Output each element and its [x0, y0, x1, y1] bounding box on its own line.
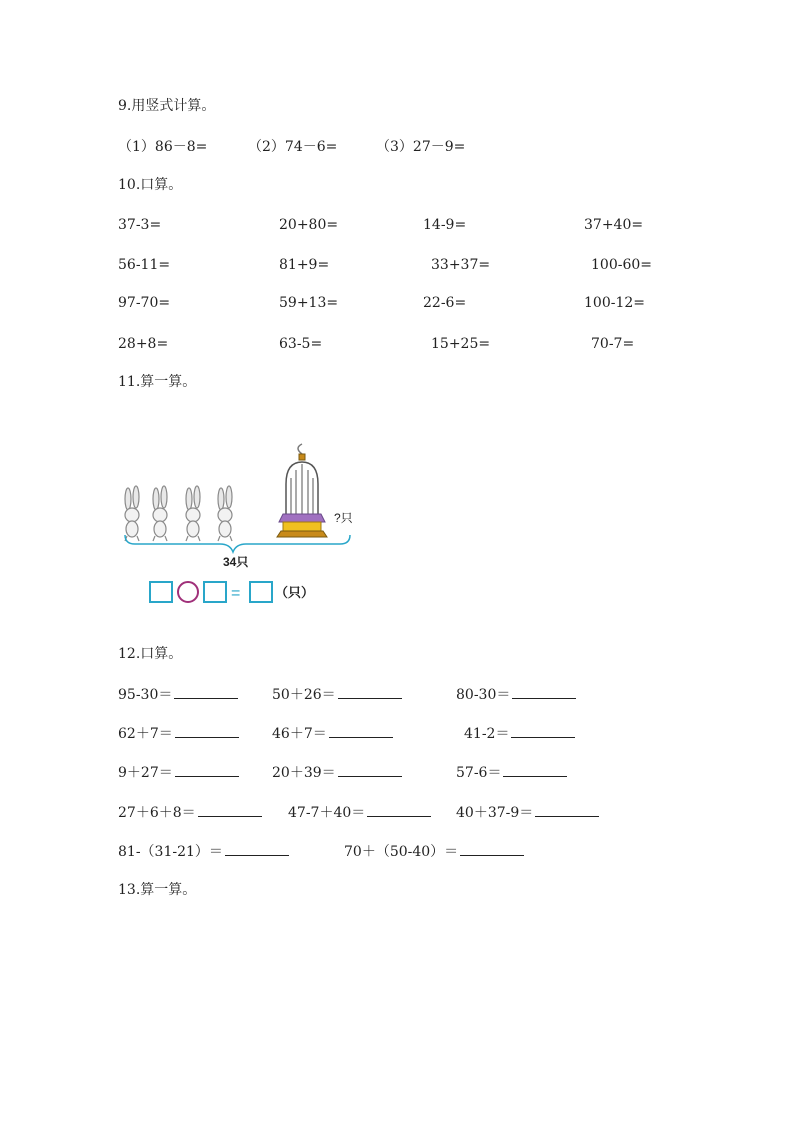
q12-expression: 40＋37-9＝ [456, 805, 534, 821]
equals-sign: = [231, 585, 241, 602]
total-brace [125, 535, 350, 552]
q12-expression: 70＋（50-40）＝ [344, 844, 459, 860]
q12-expression: 47-7＋40＝ [288, 805, 366, 821]
q10-cell: 59+13= [279, 295, 339, 311]
q12-item [456, 804, 599, 821]
cage-count-label: ?只 [334, 511, 353, 525]
answer-blank[interactable] [367, 804, 431, 817]
q12-expression: 80-30＝ [456, 687, 511, 703]
q10-cell: 20+80= [279, 217, 339, 233]
total-label: 34只 [223, 555, 249, 569]
operator-circle[interactable] [178, 582, 198, 602]
answer-blank[interactable] [175, 764, 239, 777]
q12-expression: 9＋27＝ [118, 765, 173, 781]
bunny-icon [186, 486, 200, 541]
q10-cell: 14-9= [423, 217, 467, 233]
bunny-icon [125, 486, 139, 541]
answer-blank[interactable] [511, 725, 575, 738]
answer-blank[interactable] [338, 686, 402, 699]
answer-blank[interactable] [329, 725, 393, 738]
answer-box-3[interactable] [250, 582, 272, 602]
answer-blank[interactable] [175, 725, 239, 738]
q12-expression: 62＋7＝ [118, 726, 173, 742]
question-9-heading: 9.用竖式计算。 [118, 98, 216, 114]
q12-item [464, 725, 575, 742]
answer-blank[interactable] [198, 804, 262, 817]
q10-cell: 22-6= [423, 295, 467, 311]
q10-cell: 15+25= [431, 336, 491, 352]
q12-item [288, 804, 431, 821]
q10-cell: 37+40= [584, 217, 644, 233]
question-13-heading: 13.算一算。 [118, 882, 197, 898]
answer-blank[interactable] [512, 686, 576, 699]
q12-expression: 50＋26＝ [272, 687, 336, 703]
birdcage-icon [277, 444, 327, 537]
q12-item [118, 725, 239, 742]
q12-expression: 20＋39＝ [272, 765, 336, 781]
q10-cell: 63-5= [279, 336, 323, 352]
q12-expression: 57-6＝ [456, 765, 502, 781]
q10-cell: 97-70= [118, 295, 171, 311]
q12-expression: 27＋6＋8＝ [118, 805, 196, 821]
answer-blank[interactable] [535, 804, 599, 817]
q12-expression: 81-（31-21）＝ [118, 844, 223, 860]
q10-cell: 37-3= [118, 217, 162, 233]
answer-blank[interactable] [174, 686, 238, 699]
bunnies-cage-figure [115, 440, 365, 615]
bunny-icon [153, 486, 167, 541]
answer-box-1[interactable] [150, 582, 172, 602]
q9-item-2: （2）74－6= [248, 139, 338, 155]
unit-label: （只） [275, 585, 315, 600]
question-10-heading: 10.口算。 [118, 177, 183, 193]
answer-blank[interactable] [460, 843, 524, 856]
q12-item [344, 843, 524, 860]
question-11-heading: 11.算一算。 [118, 374, 197, 390]
q9-item-1: （1）86－8= [118, 139, 208, 155]
q12-expression: 41-2＝ [464, 726, 510, 742]
q12-item [118, 804, 262, 821]
q12-expression: 46＋7＝ [272, 726, 327, 742]
q12-expression: 95-30＝ [118, 687, 173, 703]
q10-cell: 100-60= [591, 257, 652, 273]
q12-item [118, 764, 239, 781]
answer-blank[interactable] [338, 764, 402, 777]
answer-blank[interactable] [503, 764, 567, 777]
q9-item-3: （3）27－9= [376, 139, 466, 155]
answer-blank[interactable] [225, 843, 289, 856]
question-12-heading: 12.口算。 [118, 646, 183, 662]
q12-item [118, 843, 289, 860]
q12-item [272, 686, 402, 703]
q12-item [456, 686, 576, 703]
q12-item [272, 725, 393, 742]
q10-cell: 56-11= [118, 257, 171, 273]
answer-box-2[interactable] [204, 582, 226, 602]
bunny-icon [218, 486, 232, 541]
q10-cell: 81+9= [279, 257, 330, 273]
q12-item [272, 764, 402, 781]
q10-cell: 100-12= [584, 295, 645, 311]
q12-item [456, 764, 567, 781]
q12-item [118, 686, 238, 703]
q10-cell: 33+37= [431, 257, 491, 273]
q10-cell: 28+8= [118, 336, 169, 352]
q10-cell: 70-7= [591, 336, 635, 352]
